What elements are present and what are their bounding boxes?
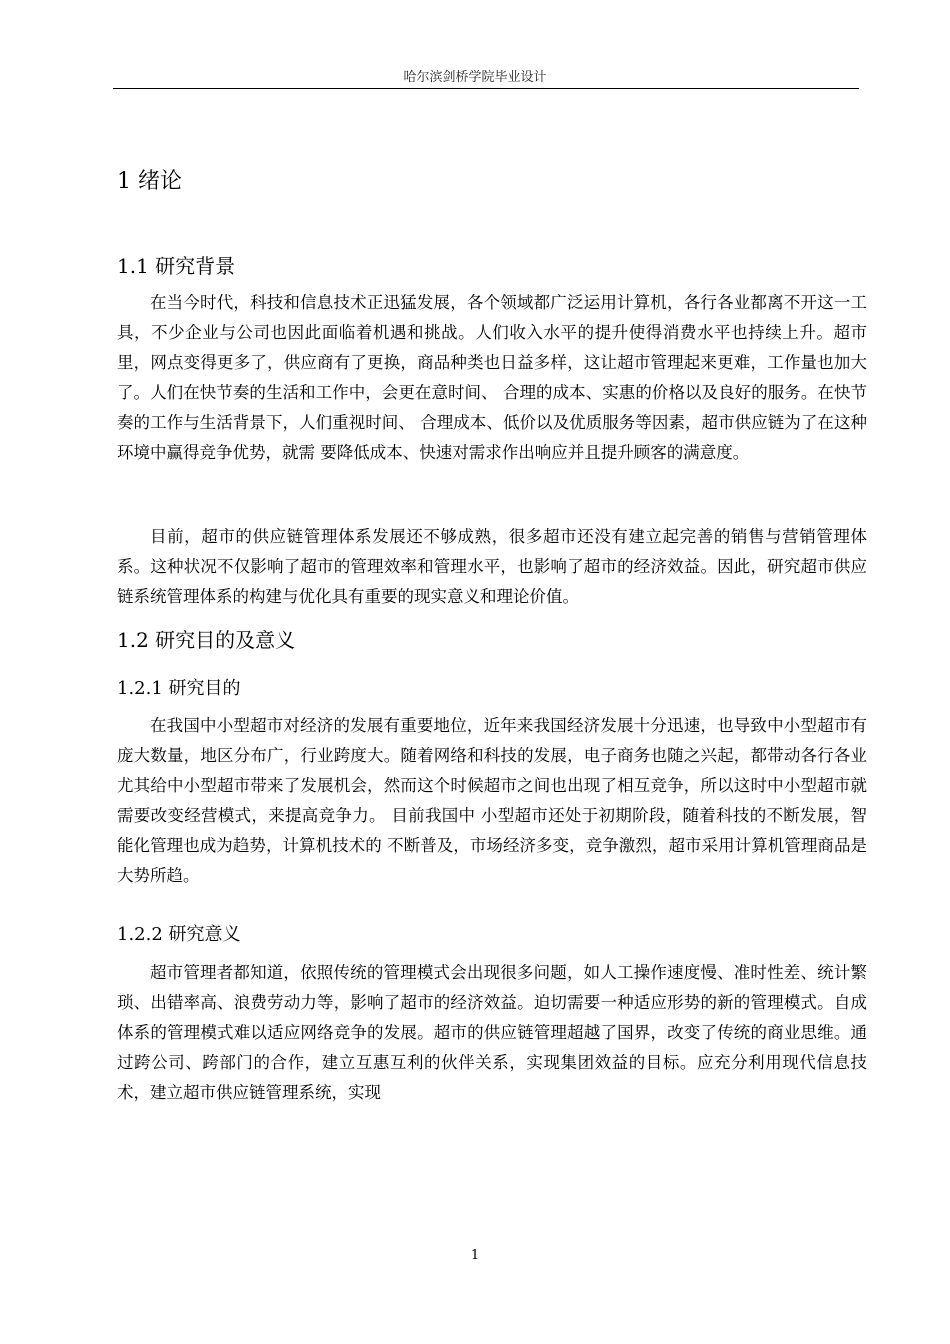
section-1-2-2-paragraph: 超市管理者都知道，依照传统的管理模式会出现很多问题，如人工操作速度慢、准时性差、统计繁琐、出错率高、浪费劳动力等，影响了超市的经济效益。迫切需要一种适应形势的新的管理模式。自成体系的管理模式难以适应网络竞争的发展。超市的供应链管理超越了国界，改变了传统的商业思维。通过跨公司、跨部门的合作，建立互惠互利的伙伴关系，实现集团效益的目标。应充分利用现代信息技术，建立超市供应链管理系统，实现 <box>117 963 867 1102</box>
section-1-1-title: 1.1 研究背景 <box>117 254 236 278</box>
section-1-1-paragraph-1: 在当今时代，科技和信息技术正迅猛发展，各个领域都广泛运用计算机，各行各业都离不开这一工具，不少企业与公司也因此面临着机遇和挑战。人们收入水平的提升使得消费水平也持续上升。超市里，网点变得更多了，供应商有了更换，商品种类也日益多样，这让超市管理起来更难，工作量也加大了。人们在快节奏的生活和工作中，会更在意时间、 合理的成本、实惠的价格以及良好的服务。在快节奏的工作与生活背景下，人们重视时间、 合理成本、低价以及优质服务等因素，超市供应链为了在这种环境中赢得竞争优势，就需 要降低成本、快速对需求作出响应并且提升顾客的满意度。 <box>117 293 867 462</box>
section-1-2-1-paragraph: 在我国中小型超市对经济的发展有重要地位，近年来我国经济发展十分迅速，也导致中小型超市有庞大数量，地区分布广，行业跨度大。随着网络和科技的发展，电子商务也随之兴起，都带动各行各业尤其给中小型超市带来了发展机会，然而这个时候超市之间也出现了相互竞争，所以这时中小型超市就需要改变经营模式，来提高竞争力。 目前我国中 小型超市还处于初期阶段，随着科技的不断发展，智能化管理也成为趋势，计算机技术的 不断普及，市场经济多变，竞争激烈，超市采用计算机管理商品是大势所趋。 <box>117 716 867 885</box>
page-number: 1 <box>470 1248 480 1263</box>
section-1-2-1-title: 1.2.1 研究目的 <box>117 678 241 699</box>
chapter-title: 1 绪论 <box>117 169 182 194</box>
section-1-1-paragraph-2: 目前，超市的供应链管理体系发展还不够成熟，很多超市还没有建立起完善的销售与营销管理体系。这种状况不仅影响了超市的管理效率和管理水平，也影响了超市的经济效益。因此，研究超市供应链系统管理体系的构建与优化具有重要的现实意义和理论价值。 <box>117 527 867 606</box>
section-1-2-title: 1.2 研究目的及意义 <box>117 628 296 652</box>
page-header-title: 哈尔滨剑桥学院毕业设计 <box>403 70 547 85</box>
section-1-2-2-title: 1.2.2 研究意义 <box>117 924 241 945</box>
header-divider <box>113 88 859 89</box>
